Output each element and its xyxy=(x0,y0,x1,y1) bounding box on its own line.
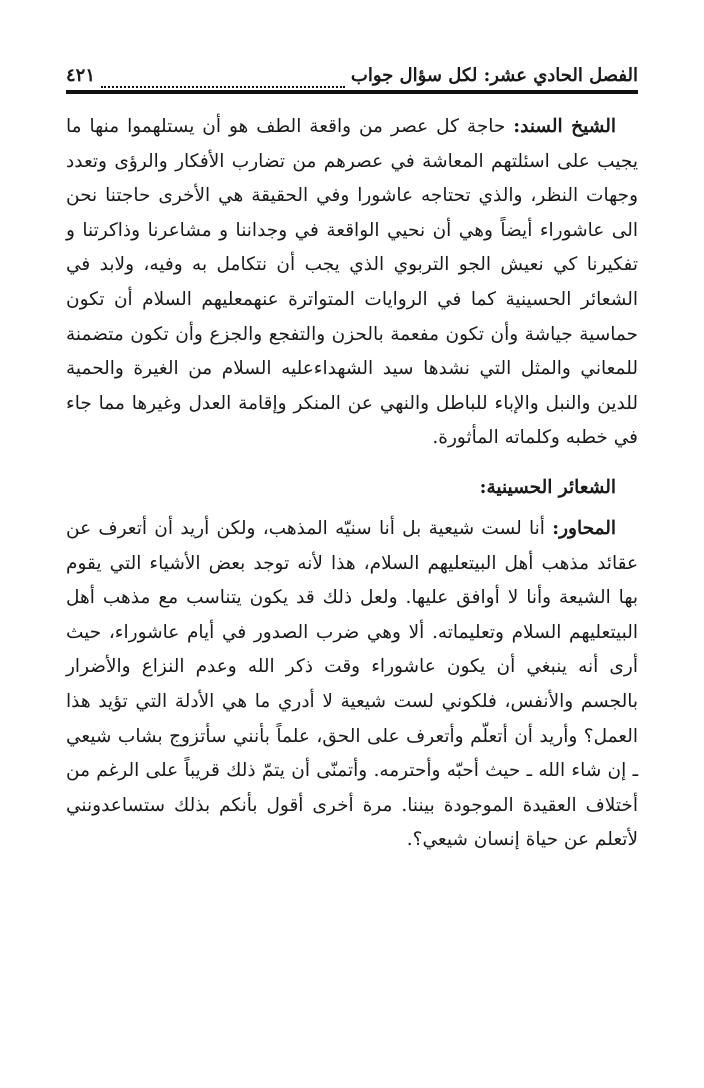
speaker-label: الشيخ السند: xyxy=(513,116,616,137)
book-page xyxy=(66,58,638,858)
question-text: أنا لست شيعية بل أنا سنيّه المذهب، ولكن أريد أن أتعرف عن عقائد مذهب أهل البيتعليهم السلام، هذا لأنه توجد بعض الأشياء التي يقوم بها الشيعة وأنا لا أوافق عليها. ولعل ذلك قد يكون يتناسب مع مذهب أهل البيتعليهم السلام وتعليماته. ألا وهي ضرب الصدور في أيام عاشوراء، حيث أرى أنه ينبغي أن يكون عاشوراء وقت ذكر الله وعدم النزاع والأضرار بالجسم والأنفس، فلكوني لست شيعية لا أدري ما هي الأدلة التي تؤيد هذا العمل؟ وأريد أن أتعلّم وأتعرف على الحق، علماً بأنني سأتزوج بشاب شيعي ـ إن شاء الله ـ حيث أحبّه وأحترمه. وأتمنّى أن يتمّ ذلك قريباً على الرغم من أختلاف العقيدة الموجودة بيننا. مرة أخرى أقول بأنكم بذلك ستساعدونني لأتعلم عن حياة إنسان شيعي؟. xyxy=(66,517,638,851)
question-paragraph xyxy=(66,512,638,858)
answer-text: حاجة كل عصر من واقعة الطف هو أن يستلهموا منها ما يجيب على اسئلتهم المعاشة في عصرهم من تضارب الأفكار والرؤى وتعدد وجهات النظر، والذي تحتاجه عاشورا وفي الحقيقة هي الأخرى حاجتنا نحن الى عاشوراء أيضاً وهي أن نحيي الواقعة في وجداننا و مشاعرنا وذاكرتنا و تفكيرنا كي نعيش الجو التربوي الذي يجب أن نتكامل به وفيه، ولابد في الشعائر الحسينية كما في الروايات المتواترة عنهمعليهم السلام أن تكون حماسية جياشة وأن تكون مفعمة بالحزن والتفجع والجزع وأن تكون متضمنة للمعاني والمثل التي نشدها سيد الشهداءعليه السلام من الغيرة والحمية للدين والنبل والإباء للباطل والنهي عن المنكر وإقامة العدل وغيرها مما جاء في خطبه وكلماته المأثورة. xyxy=(66,116,638,449)
section-heading: الشعائر الحسينية: xyxy=(479,476,616,498)
page-body xyxy=(66,110,638,858)
page-number: ٤٢١ xyxy=(66,65,96,86)
chapter-title: الفصل الحادي عشر: لكل سؤال جواب xyxy=(350,65,638,86)
answer-paragraph xyxy=(66,110,638,456)
running-header xyxy=(66,58,638,94)
header-dot-leader xyxy=(101,72,345,88)
speaker-label: المحاور: xyxy=(552,517,616,539)
